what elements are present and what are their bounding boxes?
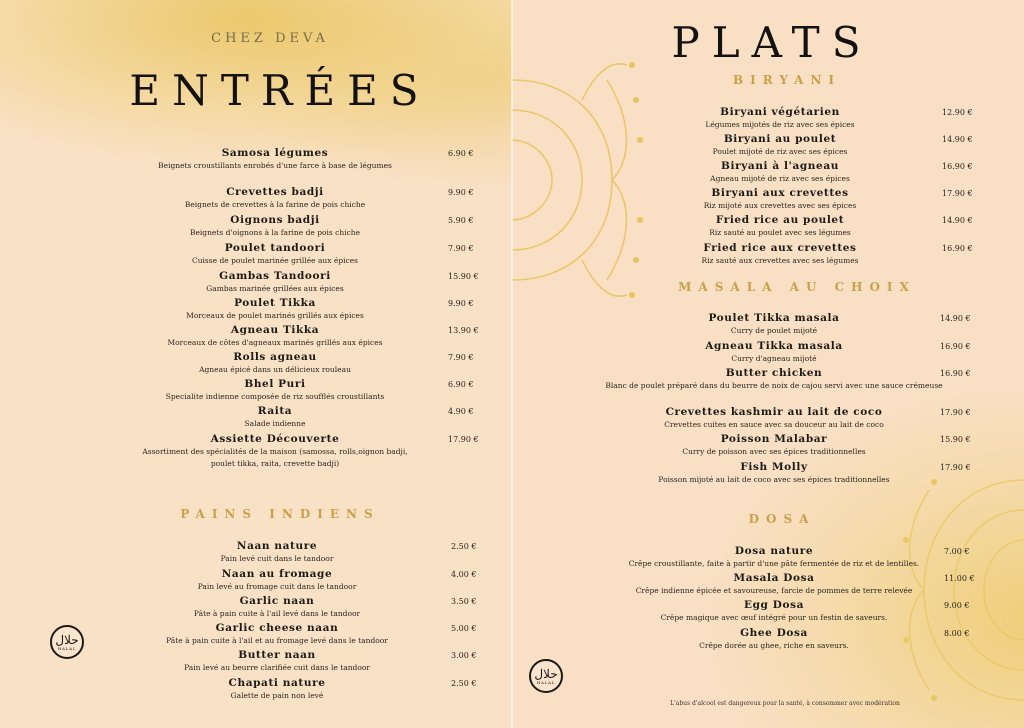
menu-item-description: Beignets d'oignons à la farine de pois chiche	[189, 228, 361, 237]
menu-item-name-butter-naan: Butter naan	[238, 649, 316, 661]
menu-item-price: 15.90 €	[940, 435, 971, 444]
alcohol-footnote: L'abus d'alcool est dangereux pour la santé, à consommer avec modération	[670, 700, 900, 707]
dosa-section-title: DOSA	[748, 512, 816, 526]
menu-item-price: 17.90 €	[942, 189, 973, 198]
menu-item-name-naan-nature: Naan nature	[236, 540, 318, 552]
menu-item-name-butter-chicken: Butter chicken	[725, 367, 823, 379]
menu-item-description: Crêpe croustillante, faite à partir d'une pâte fermentée de riz et de lentilles.	[628, 559, 920, 568]
menu-item-name-biryani-aux-crevettes: Biryani aux crevettes	[711, 187, 849, 199]
menu-item-name-samosa-legumes: Samosa légumes	[221, 147, 329, 159]
menu-item-description: Pain levé au beurre clarifiée cuit dans le tandoor	[184, 663, 370, 672]
menu-item-name-garlic-cheese-naan: Garlic cheese naan	[215, 622, 339, 634]
menu-item-price: 14.90 €	[942, 135, 973, 144]
menu-item-name-crevettes-badji: Crevettes badji	[226, 186, 324, 198]
menu-item-name-naan-au-fromage: Naan au fromage	[221, 568, 333, 580]
menu-item-name-masala-dosa: Masala Dosa	[733, 572, 815, 584]
menu-item-description: Blanc de poulet préparé dans du beurre de noix de cajou servi avec une sauce crémeuse	[605, 381, 943, 390]
menu-item-description: Pâte à pain cuite à l'ail levé dans le tandoor	[193, 609, 361, 618]
menu-item-name-ghee-dosa: Ghee Dosa	[740, 627, 808, 639]
menu-item-price: 7.00 €	[944, 547, 970, 556]
menu-item-description: Curry de poisson avec ses épices traditionnelles	[682, 447, 866, 456]
menu-item-name-oignons-badji: Oignons badji	[230, 214, 320, 226]
menu-item-description: Pain levé cuit dans le tandoor	[220, 554, 334, 563]
halal-latin-text: HALAL	[57, 645, 77, 651]
menu-item-name-biryani-a-l-agneau: Biryani à l'agneau	[721, 160, 839, 172]
menu-item-price: 8.00 €	[944, 629, 970, 638]
menu-item-description: Poisson mijoté au lait de coco avec ses épices traditionnelles	[658, 475, 890, 484]
menu-item-description: Légumes mijotés de riz avec ses épices	[705, 120, 855, 129]
menu-item-price: 16.90 €	[942, 162, 973, 171]
menu-item-description: Pain levé au fromage cuit dans le tandoor	[197, 582, 357, 591]
halal-badge-right	[529, 659, 563, 693]
menu-item-price: 9.90 €	[448, 188, 474, 197]
menu-item-name-rolls-agneau: Rolls agneau	[233, 351, 317, 363]
menu-item-description: Riz sauté aux crevettes avec ses légumes	[701, 256, 859, 265]
menu-item-description: Crêpe dorée au ghee, riche en saveurs.	[699, 641, 849, 650]
menu-item-name-fried-rice-aux-crevettes: Fried rice aux crevettes	[703, 242, 857, 254]
menu-item-price: 5.90 €	[448, 216, 474, 225]
menu-item-name-poulet-tandoori: Poulet tandoori	[224, 242, 326, 254]
menu-item-name-garlic-naan: Garlic naan	[239, 595, 315, 607]
menu-item-description: Riz mijoté aux crevettes avec ses épices	[703, 201, 857, 210]
menu-item-price: 14.90 €	[940, 314, 971, 323]
menu-item-description: Cuisse de poulet marinée grillée aux épices	[191, 256, 359, 265]
biryani-section-title: BIRYANI	[732, 73, 842, 87]
menu-item-price: 6.90 €	[448, 380, 474, 389]
menu-item-name-raita: Raita	[257, 405, 293, 417]
entrees-title: ENTRÉES	[129, 66, 431, 115]
menu-item-price: 9.00 €	[944, 601, 970, 610]
menu-item-name-poisson-malabar: Poisson Malabar	[720, 433, 828, 445]
menu-item-price: 13.90 €	[448, 326, 479, 335]
menu-item-price: 2.50 €	[451, 679, 477, 688]
menu-item-price: 7.90 €	[448, 353, 474, 362]
menu-item-description: Curry d'agneau mijoté	[731, 354, 817, 363]
menu-item-description: Salade indienne	[244, 419, 306, 428]
menu-item-description: Galette de pain non levé	[230, 691, 324, 700]
menu-item-price: 4.00 €	[451, 570, 477, 579]
menu-item-description: Specialite indienne composée de riz soufflés croustillants	[165, 392, 385, 401]
menu-item-description: Beignets de crevettes à la farine de pois chiche	[184, 200, 366, 209]
pains-section-title: PAINS INDIENS	[180, 507, 380, 521]
restaurant-name: CHEZ DEVA	[211, 31, 329, 46]
menu-item-name-poulet-tikka-masala: Poulet Tikka masala	[708, 312, 840, 324]
menu-item-description: Pâte à pain cuite à l'ail et au fromage levé dans le tandoor	[166, 636, 388, 645]
menu-item-description: Agneau mijoté de riz avec ses épices	[710, 174, 850, 183]
menu-item-price: 17.90 €	[940, 463, 971, 472]
menu-item-price: 17.90 €	[940, 408, 971, 417]
menu-item-name-fried-rice-au-poulet: Fried rice au poulet	[715, 214, 845, 226]
menu-item-price: 17.90 €	[448, 435, 479, 444]
menu-item-price: 16.90 €	[940, 342, 971, 351]
menu-item-name-gambas-tandoori: Gambas Tandoori	[219, 270, 331, 282]
menu-item-name-bhel-puri: Bhel Puri	[244, 378, 306, 390]
menu-item-price: 7.90 €	[448, 244, 474, 253]
menu-item-description: Morceaux de côtes d'agneaux marinés grillés aux épices	[167, 338, 383, 347]
menu-item-description: Morceaux de poulet marinés grillés aux épices	[186, 311, 364, 320]
halal-arabic-text-right: حلال	[534, 666, 558, 681]
menu-item-price: 5.00 €	[451, 624, 477, 633]
menu-item-name-fish-molly: Fish Molly	[740, 461, 808, 473]
menu-item-price: 3.00 €	[451, 651, 477, 660]
menu-item-name-poulet-tikka: Poulet Tikka	[234, 297, 316, 309]
menu-item-price: 2.50 €	[451, 542, 477, 551]
menu-item-price: 14.90 €	[942, 216, 973, 225]
menu-item-price: 11.00 €	[944, 574, 975, 583]
menu-item-price: 3.50 €	[451, 597, 477, 606]
page-divider	[511, 0, 513, 728]
menu-item-price: 6.90 €	[448, 149, 474, 158]
menu-item-description: Riz sauté au poulet avec ses légumes	[709, 228, 851, 237]
menu-item-description: Gambas marinée grillées aux épices	[206, 284, 344, 293]
menu-item-description: Assortiment des spécialités de la maison (samossa, rolls,oignon badji, poulet tikka, raita, crevette badji)	[142, 447, 408, 468]
menu-item-name-crevettes-kashmir-au-lait-de-coco: Crevettes kashmir au lait de coco	[665, 406, 883, 418]
menu-item-price: 15.90 €	[448, 272, 479, 281]
menu-item-price: 16.90 €	[942, 244, 973, 253]
menu-item-description: Poulet mijoté de riz avec ses épices	[712, 147, 848, 156]
halal-arabic-text: حلال	[55, 632, 79, 647]
menu-item-name-chapati-nature: Chapati nature	[228, 677, 326, 689]
halal-latin-text-right: HALAL	[536, 679, 556, 685]
menu-item-name-biryani-vegetarien: Biryani végétarien	[720, 106, 840, 118]
masala-section-title: MASALA AU CHOIX	[678, 280, 916, 294]
menu-item-description: Agneau épicé dans un délicieux rouleau	[199, 365, 351, 374]
menu-item-description: Crevettes cuites en sauce avec sa douceur au lait de coco	[664, 420, 884, 429]
menu-item-description: Crêpe magique avec œuf intégré pour un festin de saveurs.	[660, 613, 888, 622]
menu-item-name-agneau-tikka: Agneau Tikka	[230, 324, 320, 336]
menu-item-name-agneau-tikka-masala: Agneau Tikka masala	[705, 340, 843, 352]
menu-item-description: Crêpe indienne épicée et savoureuse, farcie de pommes de terre relevée	[635, 586, 913, 595]
menu-item-name-biryani-au-poulet: Biryani au poulet	[723, 133, 837, 145]
menu-item-name-dosa-nature: Dosa nature	[734, 545, 814, 557]
menu-item-price: 4.90 €	[448, 407, 474, 416]
right-page	[512, 0, 1024, 728]
menu-item-description: Beignets croustillants enrobés d'une farce à base de légumes	[158, 161, 392, 170]
plats-title: PLATS	[671, 18, 873, 67]
halal-badge	[50, 625, 84, 659]
menu-item-price: 9.90 €	[448, 299, 474, 308]
menu-item-description: Curry de poulet mijoté	[730, 326, 818, 335]
menu-item-name-egg-dosa: Egg Dosa	[744, 599, 804, 611]
menu-item-price: 12.90 €	[942, 108, 973, 117]
menu-item-name-assiette-decouverte: Assiette Découverte	[210, 433, 340, 445]
menu-item-price: 16.90 €	[940, 369, 971, 378]
